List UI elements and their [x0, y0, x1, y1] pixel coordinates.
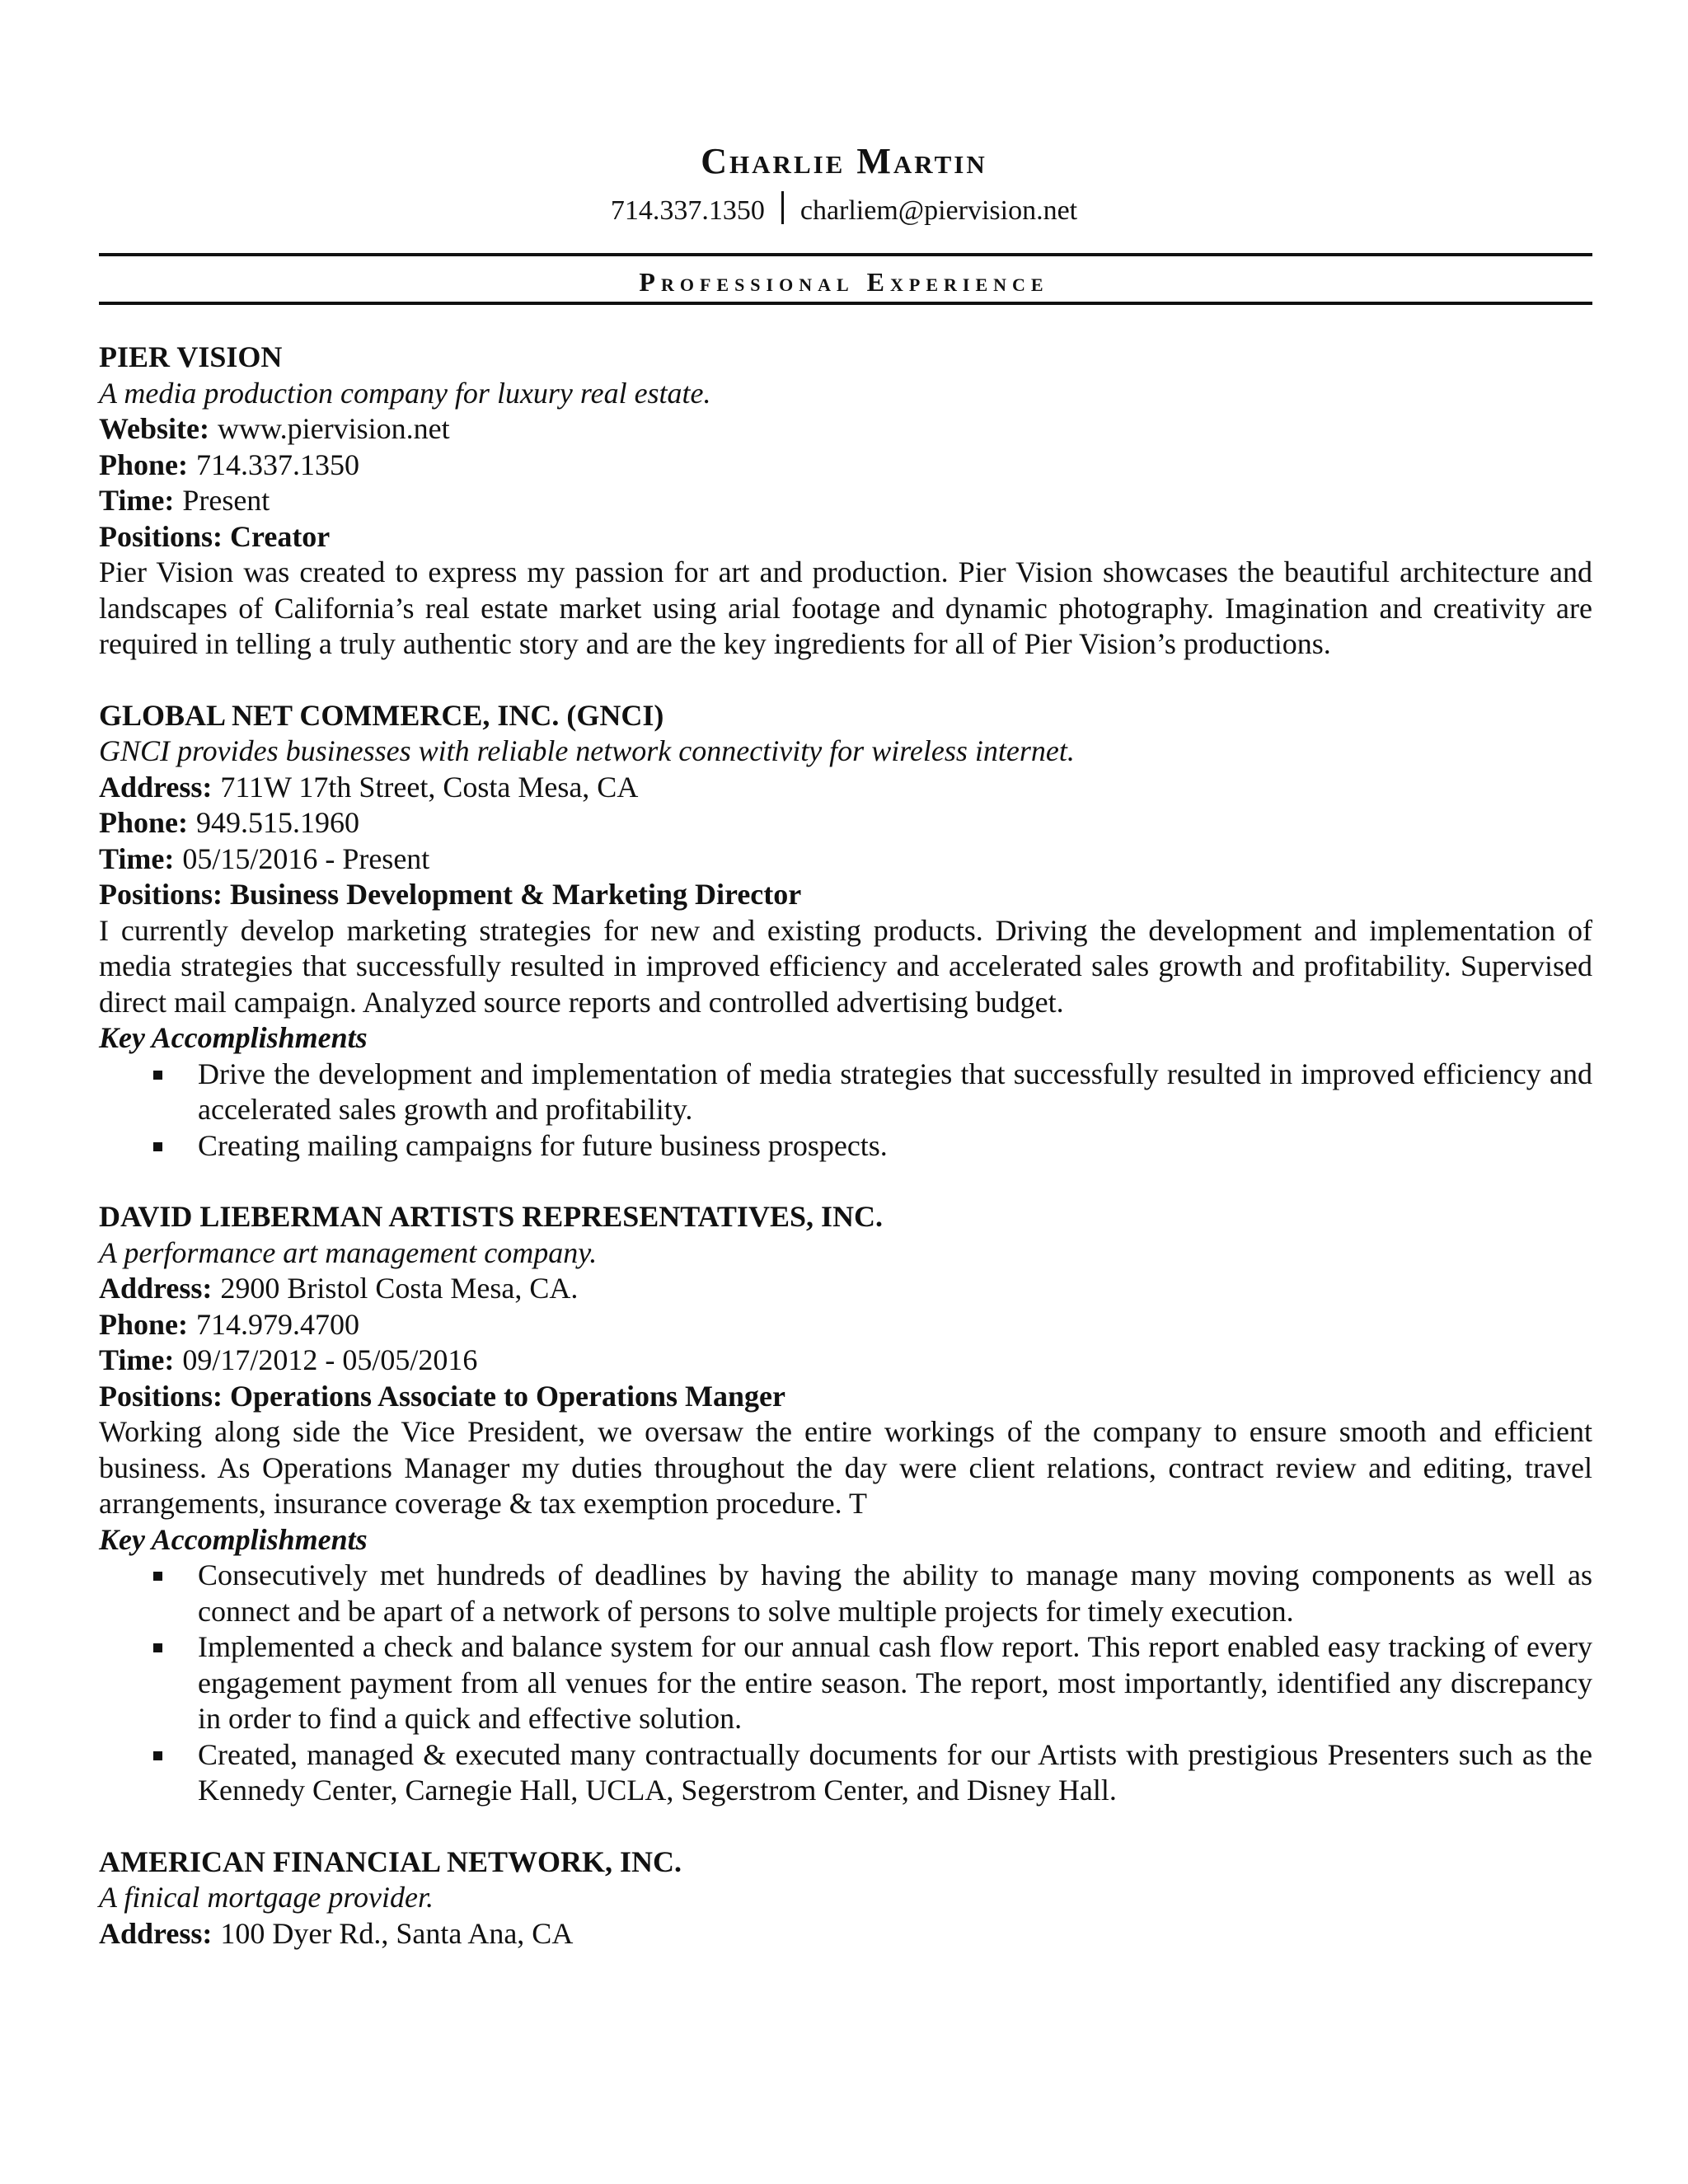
- field-value: www.piervision.net: [217, 412, 450, 445]
- job-field: [99, 805, 1592, 841]
- accomplishments-heading: Key Accomplishments: [99, 1021, 368, 1054]
- company-tagline: GNCI provides businesses with reliable network connectivity for wireless internet.: [99, 734, 1075, 767]
- accomplishment-text: Drive the development and implementation of media strategies that successfully resulted in improved efficiency and accelerated sales growth and profitability.: [198, 1057, 1592, 1126]
- job-field: [99, 448, 1592, 484]
- accomplishment-item: [99, 1558, 1592, 1629]
- field-label: Time:: [99, 1343, 175, 1376]
- accomplishment-item: [99, 1128, 1592, 1165]
- field-value: 2900 Bristol Costa Mesa, CA.: [220, 1272, 579, 1305]
- company-tagline: A finical mortgage provider.: [99, 1881, 434, 1914]
- field-label: Address:: [99, 1272, 213, 1305]
- contact-line: [0, 191, 1688, 227]
- field-value: 100 Dyer Rd., Santa Ana, CA: [220, 1916, 574, 1950]
- accomplishment-item: [99, 1629, 1592, 1737]
- accomplishments-heading: Key Accomplishments: [99, 1522, 368, 1556]
- field-label: Address:: [99, 770, 213, 804]
- positions: Positions: Operations Associate to Operations Manger: [99, 1379, 785, 1413]
- accomplishment-text: Creating mailing campaigns for future business prospects.: [198, 1128, 888, 1162]
- job-entry: [99, 340, 1592, 663]
- bullet-square-icon: [153, 1142, 162, 1151]
- section-title: Professional Experience: [639, 267, 1049, 297]
- field-label: Time:: [99, 484, 175, 517]
- job-entry: [99, 1844, 1592, 1952]
- accomplishment-text: Created, managed & executed many contractually documents for our Artists with prestigious Presenters such as the Kennedy Center, Carnegie Hall, UCLA, Segerstrom Center, and Disney Hall.: [198, 1737, 1592, 1807]
- company-name: AMERICAN FINANCIAL NETWORK, INC.: [99, 1844, 682, 1878]
- field-label: Phone:: [99, 806, 188, 839]
- field-label: Phone:: [99, 448, 188, 481]
- job-field: [99, 841, 1592, 878]
- accomplishment-item: [99, 1737, 1592, 1809]
- job-field: [99, 1343, 1592, 1379]
- contact-separator: [781, 191, 784, 224]
- job-field: [99, 1307, 1592, 1343]
- bullet-square-icon: [153, 1751, 162, 1760]
- section-rule-top: [99, 253, 1592, 256]
- bullet-square-icon: [153, 1643, 162, 1652]
- accomplishment-text: Consecutively met hundreds of deadlines by having the ability to manage many moving components as well as connect and be apart of a network of persons to solve multiple projects for timely execution.: [198, 1558, 1592, 1628]
- company-tagline: A performance art management company.: [99, 1235, 598, 1269]
- job-field: [99, 411, 1592, 448]
- accomplishment-item: [99, 1057, 1592, 1128]
- field-value: 714.337.1350: [196, 448, 359, 481]
- company-name: PIER VISION: [99, 340, 283, 373]
- field-label: Phone:: [99, 1307, 188, 1341]
- job-field: [99, 1271, 1592, 1307]
- company-name: DAVID LIEBERMAN ARTISTS REPRESENTATIVES, INC.: [99, 1200, 883, 1233]
- field-value: 714.979.4700: [196, 1307, 359, 1341]
- field-value: 949.515.1960: [196, 806, 359, 839]
- accomplishment-text: Implemented a check and balance system for our annual cash flow report. This report enabled easy tracking of every engagement payment from all venues for the entire season. The report, most importantly, identified any discrepancy in order to find a quick and effective solution.: [198, 1630, 1592, 1735]
- email-address: charliem@piervision.net: [799, 195, 1078, 226]
- candidate-name: Charlie Martin: [701, 141, 987, 181]
- job-field: [99, 1916, 1592, 1952]
- job-description: Pier Vision was created to express my passion for art and production. Pier Vision showcases the beautiful architecture and landscapes of California’s real estate market using arial footage and dynamic photography. Imagination and creativity are required in telling a truly authentic story and are the key ingredients for all of Pier Vision’s productions.: [99, 555, 1592, 660]
- job-entry: [99, 698, 1592, 1165]
- job-description: Working along side the Vice President, we oversaw the entire workings of the company to ensure smooth and efficient business. As Operations Manager my duties throughout the day were client relations, contract review and editing, travel arrangements, insurance coverage & tax exemption procedure. T: [99, 1415, 1592, 1520]
- phone-number: 714.337.1350: [610, 195, 765, 226]
- accomplishments-list: [99, 1558, 1592, 1809]
- job-description: I currently develop marketing strategies for new and existing products. Driving the development and implementation of media strategies that successfully resulted in improved efficiency and accelerated sales growth and profitability. Supervised direct mail campaign. Analyzed source reports and controlled advertising budget.: [99, 913, 1592, 1019]
- field-value: 711W 17th Street, Costa Mesa, CA: [220, 770, 639, 804]
- job-field: [99, 770, 1592, 806]
- experience-list: [99, 340, 1592, 1987]
- field-value: Present: [182, 484, 270, 517]
- positions: Positions: Creator: [99, 519, 331, 553]
- field-label: Website:: [99, 412, 209, 445]
- section-rule-bottom: [99, 302, 1592, 305]
- bullet-square-icon: [153, 1071, 162, 1080]
- positions: Positions: Business Development & Marketing Director: [99, 878, 802, 911]
- accomplishments-list: [99, 1057, 1592, 1165]
- field-label: Address:: [99, 1916, 213, 1950]
- bullet-square-icon: [153, 1572, 162, 1581]
- job-entry: [99, 1199, 1592, 1809]
- company-tagline: A media production company for luxury real estate.: [99, 376, 711, 410]
- field-label: Time:: [99, 841, 175, 875]
- job-field: [99, 483, 1592, 519]
- field-value: 09/17/2012 - 05/05/2016: [182, 1343, 478, 1376]
- field-value: 05/15/2016 - Present: [182, 841, 430, 875]
- company-name: GLOBAL NET COMMERCE, INC. (GNCI): [99, 698, 664, 732]
